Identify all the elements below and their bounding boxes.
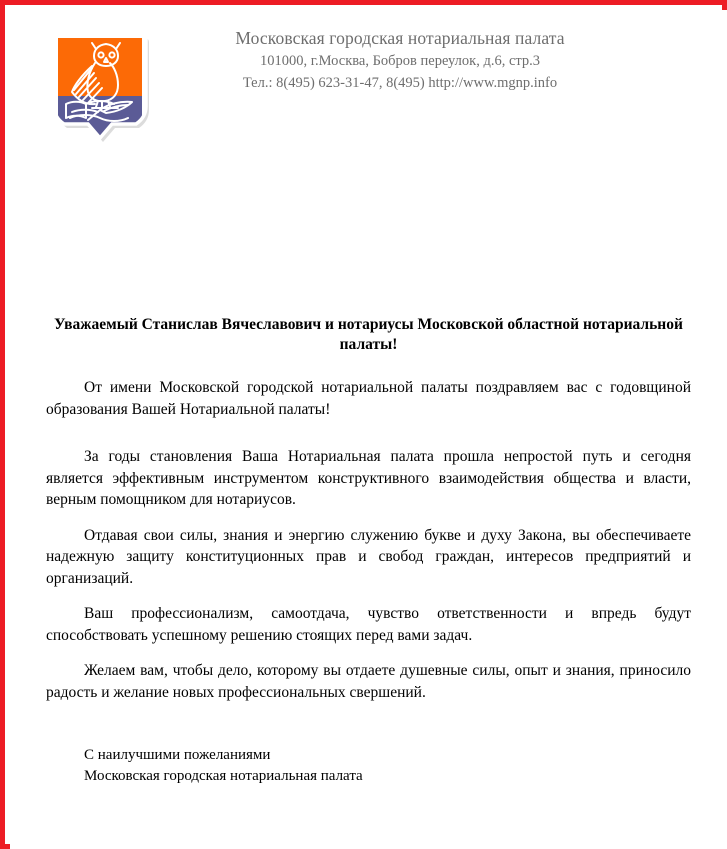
signature-block	[84, 745, 363, 787]
letter-paragraph-3: Отдавая свои силы, знания и энергию служению букве и духу Закона, вы обеспечиваете надежную защиту конституционных прав и свобод граждан, интересов предприятий и организаций.	[46, 526, 691, 587]
letterhead	[10, 10, 727, 140]
letter-paragraph-2: За годы становления Ваша Нотариальная палата прошла непростой путь и сегодня является эффективным инструментом конструктивного взаимодействия общества и власти, верным помощником для нотариусов.	[46, 448, 691, 508]
letter-body	[42, 315, 695, 703]
organization-name: Московская городская нотариальная палата	[235, 28, 565, 48]
letter-paragraph-5: Желаем вам, чтобы дело, которому вы отдаете душевные силы, опыт и знания, приносило радость и желание новых профессиональных свершений.	[46, 662, 691, 701]
letter-sheet	[10, 10, 727, 849]
organization-phone-and-website: Тел.: 8(495) 623-31-47, 8(495) http://www.mgnp.info	[242, 75, 558, 91]
signature-sender: Московская городская нотариальная палата	[84, 768, 363, 784]
organization-address: 101000, г.Москва, Бобров переулок, д.6, стр.3	[259, 53, 541, 69]
letter-paragraph-4: Ваш профессионализм, самоотдача, чувство ответственности и впредь будут способствовать успешному решению стоящих перед вами задач.	[46, 605, 691, 644]
organization-details	[185, 27, 615, 94]
notary-chamber-emblem-icon	[48, 28, 152, 144]
letter-paragraph-1: От имени Московской городской нотариальной палаты поздравляем вас с годовщиной образования Вашей Нотариальной палаты!	[46, 379, 691, 418]
letter-salutation: Уважаемый Станислав Вячеславович и нотариусы Московской областной нотариальной палаты!	[54, 316, 683, 353]
signature-closing: С наилучшими пожеланиями	[84, 747, 271, 763]
